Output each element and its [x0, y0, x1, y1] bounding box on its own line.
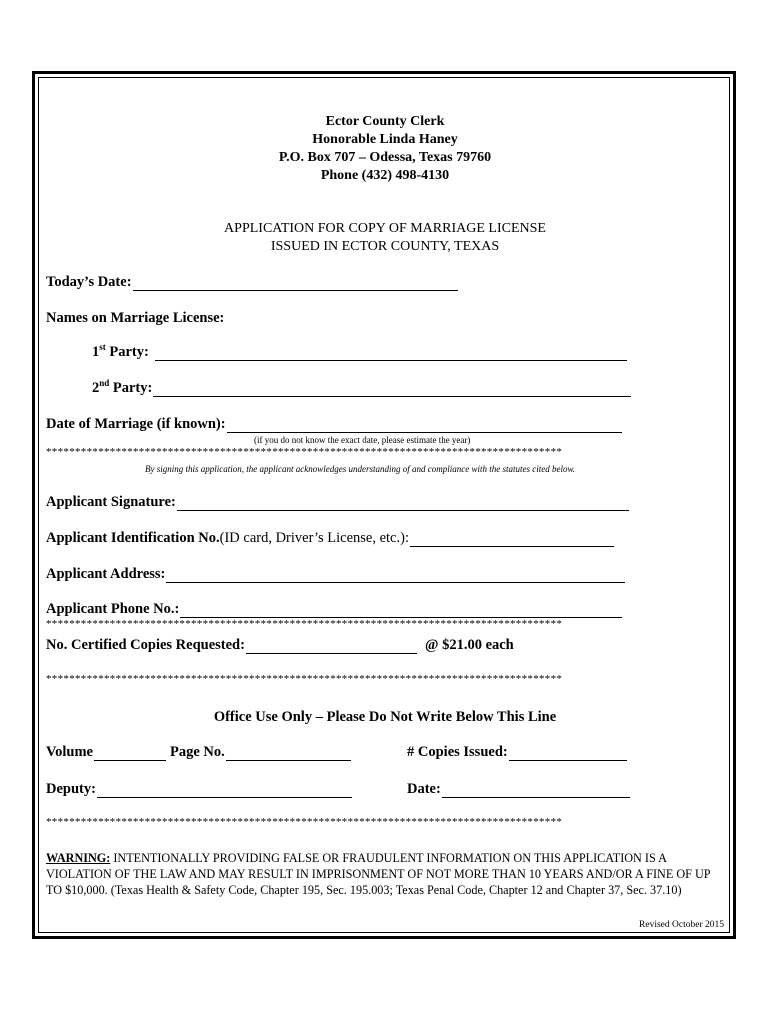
office-name: Ector County Clerk — [325, 114, 445, 129]
marriage-date-label: Date of Marriage (if known): — [46, 416, 226, 432]
revised-date: Revised October 2015 — [639, 920, 724, 930]
separator-4: ***************************************************************************************** — [46, 816, 563, 828]
volume-label: Volume — [46, 744, 93, 760]
id-field[interactable] — [46, 530, 614, 547]
copies-issued-label: # Copies Issued: — [407, 744, 508, 760]
party1-field[interactable] — [92, 344, 627, 361]
office-address: P.O. Box 707 – Odessa, Texas 79760 — [278, 150, 492, 165]
separator-1: ***************************************************************************************** — [46, 446, 563, 458]
id-label: Applicant Identification No. — [46, 530, 220, 546]
deputy-label: Deputy: — [46, 781, 96, 797]
signature-input[interactable] — [177, 496, 629, 511]
warning-label: WARNING: — [46, 851, 111, 865]
address-label: Applicant Address: — [46, 566, 166, 582]
page-no-input[interactable] — [226, 746, 351, 761]
office-date-input[interactable] — [442, 783, 630, 798]
party2-label: 2nd Party: — [92, 378, 153, 396]
address-field[interactable] — [46, 566, 625, 583]
page-no-field[interactable] — [170, 744, 351, 761]
id-hint: (ID card, Driver’s License, etc.): — [219, 530, 409, 546]
deputy-input[interactable] — [97, 783, 352, 798]
deputy-field[interactable] — [46, 781, 352, 798]
volume-input[interactable] — [94, 746, 166, 761]
todays-date-label: Today’s Date: — [46, 274, 132, 290]
signature-label: Applicant Signature: — [46, 494, 176, 510]
address-input[interactable] — [166, 568, 625, 583]
office-date-field[interactable] — [407, 781, 630, 798]
copies-field[interactable] — [46, 637, 514, 654]
marriage-date-field[interactable] — [46, 416, 622, 433]
office-date-label: Date: — [407, 781, 441, 797]
marriage-date-note: (if you do not know the exact date, please estimate the year) — [254, 435, 471, 445]
todays-date-input[interactable] — [133, 276, 458, 291]
copies-issued-field[interactable] — [407, 744, 627, 761]
office-use-heading: Office Use Only – Please Do Not Write Below This Line — [213, 709, 557, 725]
separator-3: ***************************************************************************************** — [46, 673, 563, 685]
warning-text: WARNING: INTENTIONALLY PROVIDING FALSE OR FRAUDULENT INFORMATION ON THIS APPLICATION IS A VIOLATION OF THE LAW AND MAY RESULT IN IMPRISONMENT OF NOT MORE THAN 10 YEARS AND/OR A FINE OF UP TO $10,000. (Texas Health & Safety Code, Chapter 195, Sec. 195.003; Texas Penal Code, Chapter 12 and Chapter 37, Sec. 37.10) — [46, 851, 711, 897]
copies-input[interactable] — [246, 639, 417, 654]
party2-field[interactable] — [92, 380, 631, 397]
separator-2: ***************************************************************************************** — [46, 618, 563, 630]
phone-input[interactable] — [180, 603, 622, 618]
form-title-line1: APPLICATION FOR COPY OF MARRIAGE LICENSE — [224, 221, 546, 236]
clerk-name: Honorable Linda Haney — [312, 132, 458, 147]
party2-input[interactable] — [153, 382, 631, 397]
office-phone: Phone (432) 498-4130 — [320, 168, 450, 183]
party1-label: 1st Party: — [92, 342, 149, 360]
form-title-line2: ISSUED IN ECTOR COUNTY, TEXAS — [270, 239, 500, 254]
id-input[interactable] — [410, 532, 614, 547]
copies-price: @ $21.00 each — [424, 637, 514, 653]
phone-label: Applicant Phone No.: — [46, 601, 180, 617]
names-heading: Names on Marriage License: — [46, 310, 225, 326]
marriage-date-input[interactable] — [227, 418, 622, 433]
page-no-label: Page No. — [170, 744, 225, 760]
copies-label: No. Certified Copies Requested: — [46, 637, 245, 653]
copies-issued-input[interactable] — [509, 746, 627, 761]
todays-date-field[interactable] — [46, 274, 458, 291]
phone-field[interactable] — [46, 601, 622, 618]
signature-field[interactable] — [46, 494, 629, 511]
acknowledgement-text: By signing this application, the applicant acknowledges understanding of and compliance with the statutes cited below. — [145, 464, 576, 474]
party1-input[interactable] — [155, 346, 627, 361]
volume-field[interactable] — [46, 744, 166, 761]
